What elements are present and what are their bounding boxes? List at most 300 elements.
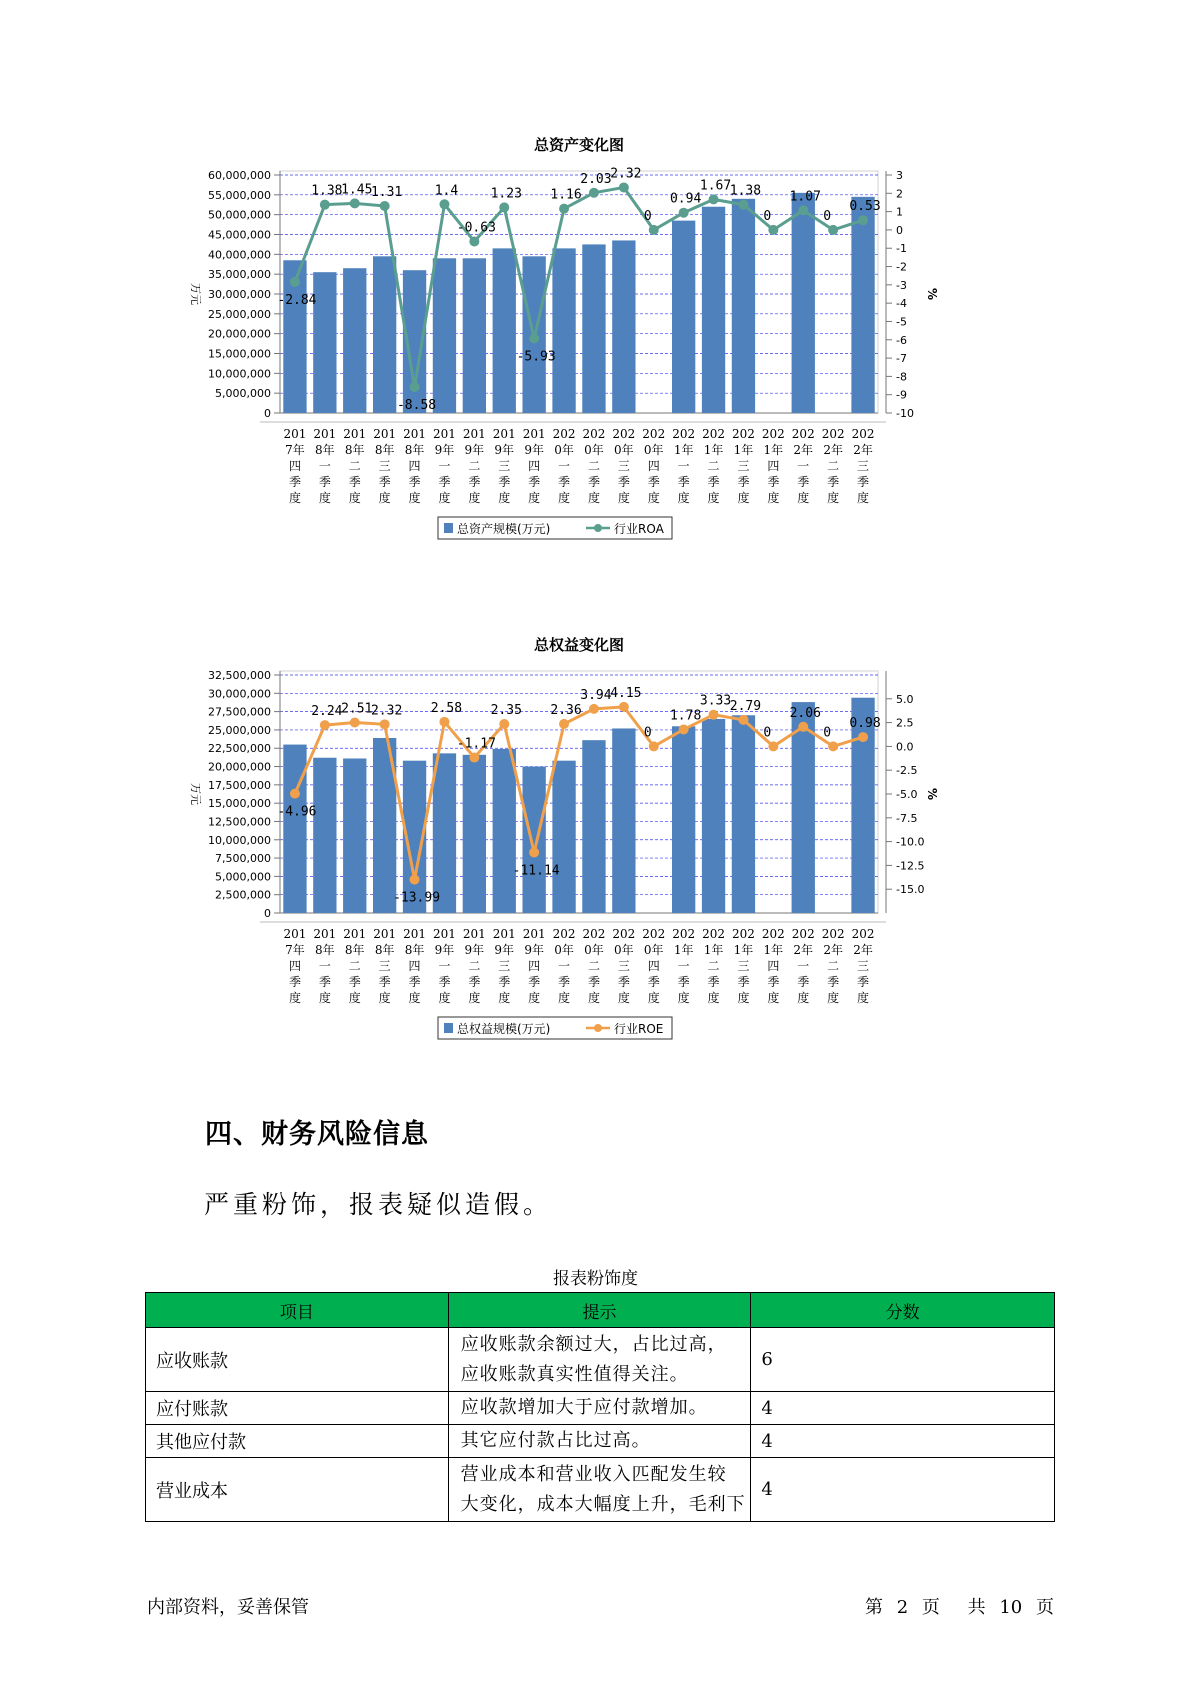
x-tick-label: 季 (498, 475, 511, 489)
table-caption: 报表粉饰度 (553, 1269, 638, 1289)
line-point (499, 719, 509, 729)
y2-tick-label: -7.5 (896, 811, 918, 825)
x-tick-label: 一 (558, 459, 571, 473)
bar (343, 268, 366, 413)
x-tick-label: 度 (438, 991, 451, 1005)
x-tick-label: 度 (438, 491, 451, 505)
chart-title: 总权益变化图 (533, 636, 625, 654)
x-tick-label: 9年 (494, 443, 515, 457)
footer-confidential: 内部资料，妥善保管 (147, 1597, 309, 1618)
y2-tick-label: -1 (896, 242, 907, 256)
data-label: 0 (823, 725, 832, 741)
x-tick-label: 202 (851, 927, 875, 941)
bar (582, 244, 605, 413)
line-point (858, 732, 868, 742)
x-tick-label: 度 (587, 991, 600, 1005)
x-tick-label: 四 (528, 459, 541, 473)
x-tick-label: 二 (468, 459, 481, 473)
total-assets-chart (170, 125, 1050, 565)
y2-tick-label: -12.5 (896, 859, 925, 873)
x-tick-label: 202 (761, 427, 785, 441)
y2-tick-label: -10 (896, 407, 914, 420)
x-tick-label: 一 (797, 459, 810, 473)
header-hint: 提示 (448, 1293, 751, 1328)
x-tick-label: 8年 (374, 443, 395, 457)
line-point (469, 753, 479, 763)
x-tick-label: 1年 (673, 443, 694, 457)
table-header-row (146, 1293, 1055, 1328)
x-tick-label: 202 (821, 927, 845, 941)
data-label: 2.35 (490, 703, 522, 719)
data-label: 2.58 (430, 700, 463, 716)
x-tick-label: 度 (468, 491, 481, 505)
x-tick-label: 201 (462, 427, 486, 441)
y2-tick-label: -15.0 (896, 883, 925, 897)
x-tick-label: 三 (498, 459, 511, 473)
data-label: 1.31 (370, 184, 403, 200)
y-tick-label: 5,000,000 (215, 387, 271, 401)
x-tick-label: 202 (702, 927, 726, 941)
data-label: 2.32 (610, 166, 642, 182)
x-tick-label: 1年 (763, 943, 784, 957)
x-tick-label: 度 (857, 491, 870, 505)
line-point (439, 717, 449, 727)
bar (433, 258, 456, 413)
line-point (649, 225, 659, 235)
line-point (619, 182, 629, 192)
line-point (320, 200, 330, 210)
page-num: 2 (896, 1597, 909, 1618)
x-tick-label: 季 (737, 475, 750, 489)
x-tick-label: 8年 (344, 443, 365, 457)
x-tick-label: 201 (343, 427, 367, 441)
x-tick-label: 度 (408, 491, 421, 505)
x-tick-label: 季 (857, 475, 870, 489)
x-tick-label: 度 (677, 491, 690, 505)
data-label: 1.78 (669, 708, 702, 724)
x-tick-label: 202 (582, 927, 606, 941)
x-tick-label: 8年 (315, 943, 335, 957)
bar (552, 248, 575, 413)
legend-line-label: 行业ROA (614, 522, 664, 536)
x-tick-label: 度 (528, 991, 541, 1005)
x-tick-label: 0年 (554, 943, 574, 957)
x-tick-label: 一 (438, 959, 451, 973)
x-tick-label: 四 (647, 459, 660, 473)
x-tick-label: 二 (348, 959, 361, 973)
x-tick-label: 202 (791, 927, 815, 941)
line-point (350, 198, 360, 208)
x-tick-label: 一 (318, 959, 331, 973)
line-point (679, 208, 689, 218)
data-label: 0.94 (669, 191, 702, 207)
line-point (828, 225, 838, 235)
x-tick-label: 度 (408, 991, 421, 1005)
data-label: 2.51 (341, 701, 373, 717)
x-tick-label: 201 (373, 427, 397, 441)
bar (582, 740, 605, 913)
section-heading: 四、财务风险信息 (205, 1119, 429, 1150)
x-tick-label: 季 (707, 475, 720, 489)
x-tick-label: 度 (707, 991, 720, 1005)
x-tick-label: 201 (403, 427, 427, 441)
x-tick-label: 季 (617, 475, 630, 489)
x-tick-label: 季 (348, 975, 361, 989)
line-point (410, 875, 420, 885)
y-axis-label: 万元 (189, 783, 202, 805)
chart-title: 总资产变化图 (533, 136, 625, 154)
x-tick-label: 0年 (643, 943, 664, 957)
y-tick-label: 0 (264, 407, 271, 420)
y2-tick-label: -2.5 (896, 764, 918, 778)
x-tick-label: 度 (827, 491, 840, 505)
x-tick-label: 三 (737, 459, 750, 473)
x-tick-label: 季 (767, 975, 780, 989)
y2-tick-label: 0 (896, 223, 903, 237)
x-tick-label: 季 (617, 975, 630, 989)
data-label: 2.79 (729, 698, 762, 714)
line-point (290, 277, 300, 287)
line-point (709, 710, 719, 720)
x-tick-label: 季 (677, 975, 690, 989)
data-label: 0 (763, 725, 772, 741)
x-tick-label: 四 (767, 459, 780, 473)
bar (552, 761, 575, 913)
x-tick-label: 202 (582, 427, 606, 441)
x-tick-label: 0年 (584, 943, 604, 957)
x-tick-label: 201 (313, 927, 337, 941)
x-tick-label: 季 (318, 475, 331, 489)
row-hint (448, 1425, 751, 1458)
x-tick-label: 二 (468, 959, 481, 973)
y-tick-label: 27,500,000 (208, 705, 271, 719)
x-tick-label: 度 (707, 491, 720, 505)
x-tick-label: 二 (827, 459, 840, 473)
line-point (320, 720, 330, 730)
x-tick-label: 一 (558, 959, 571, 973)
line-point (589, 188, 599, 198)
data-label: -4.96 (277, 804, 317, 820)
total-unit: 页 (1036, 1597, 1054, 1618)
x-tick-label: 9年 (524, 443, 544, 457)
bar (672, 221, 695, 413)
line-point (738, 200, 748, 210)
legend-line-marker (594, 1024, 602, 1032)
x-tick-label: 四 (647, 959, 660, 973)
row-hint (448, 1392, 751, 1425)
data-label: -5.93 (516, 349, 556, 365)
x-tick-label: 202 (731, 427, 755, 441)
x-tick-label: 季 (528, 975, 541, 989)
row-hint (448, 1458, 751, 1522)
legend-line-marker (594, 524, 602, 532)
line-point (738, 715, 748, 725)
row-hint-text: 营业成本和营业收入匹配发生较 大变化，成本大幅度上升，毛利下 (460, 1463, 746, 1515)
x-tick-label: 202 (552, 427, 576, 441)
x-tick-label: 8年 (374, 943, 395, 957)
data-label: -11.14 (512, 863, 560, 879)
y-tick-label: 0 (264, 907, 271, 920)
risk-summary-text: 严重粉饰，报表疑似造假。 (204, 1190, 553, 1219)
x-tick-label: 季 (288, 975, 301, 989)
x-tick-label: 7年 (285, 943, 305, 957)
x-tick-label: 度 (767, 991, 780, 1005)
row-score: 4 (751, 1425, 1055, 1458)
x-tick-label: 四 (288, 459, 301, 473)
line-point (619, 702, 629, 712)
x-tick-label: 三 (378, 959, 391, 973)
x-tick-label: 9年 (464, 443, 485, 457)
legend-bar-label: 总权益规模(万元) (457, 1022, 551, 1036)
x-tick-label: 201 (283, 927, 307, 941)
legend-bar-swatch (444, 523, 453, 533)
data-label: 2.06 (789, 705, 821, 721)
line-point (469, 236, 479, 246)
line-point (559, 204, 569, 214)
y2-tick-label: -2 (896, 260, 907, 274)
y-tick-label: 17,500,000 (208, 778, 271, 792)
x-tick-label: 四 (528, 959, 541, 973)
line-point (768, 225, 778, 235)
y2-tick-label: -10.0 (896, 835, 925, 849)
y-tick-label: 20,000,000 (208, 760, 271, 774)
x-tick-label: 度 (378, 991, 391, 1005)
y-tick-label: 50,000,000 (208, 208, 271, 222)
line-point (350, 718, 360, 728)
x-tick-label: 一 (318, 459, 331, 473)
x-tick-label: 8年 (404, 943, 425, 957)
x-tick-label: 三 (498, 959, 511, 973)
x-tick-label: 度 (468, 991, 481, 1005)
bar (433, 753, 456, 913)
x-tick-label: 度 (348, 991, 361, 1005)
x-tick-label: 季 (797, 975, 810, 989)
x-tick-label: 度 (348, 491, 361, 505)
table-row (146, 1328, 1055, 1392)
y-tick-label: 5,000,000 (215, 870, 271, 884)
line-point (529, 847, 539, 857)
x-tick-label: 季 (558, 475, 571, 489)
x-tick-label: 度 (318, 991, 331, 1005)
line-point (380, 201, 390, 211)
data-label: 1.67 (699, 178, 732, 194)
data-label: -1.17 (456, 736, 496, 752)
x-tick-label: 一 (677, 959, 690, 973)
data-label: 0.98 (849, 716, 881, 732)
x-tick-label: 202 (642, 427, 666, 441)
x-tick-label: 季 (647, 475, 660, 489)
data-label: 3.94 (580, 687, 612, 703)
plot-frame (280, 171, 881, 413)
x-tick-label: 202 (702, 427, 726, 441)
x-tick-label: 度 (647, 491, 660, 505)
x-tick-label: 季 (707, 975, 720, 989)
data-label: 2.03 (580, 171, 612, 187)
x-tick-label: 季 (587, 975, 600, 989)
x-tick-label: 季 (288, 475, 301, 489)
x-tick-label: 度 (288, 991, 301, 1005)
x-tick-label: 季 (737, 975, 750, 989)
x-tick-label: 二 (348, 459, 361, 473)
x-tick-label: 0年 (614, 943, 634, 957)
x-tick-label: 度 (318, 491, 331, 505)
data-label: 2.24 (311, 704, 343, 720)
y2-tick-label: 5.0 (896, 692, 914, 706)
total-equity-chart-svg (170, 625, 1050, 1065)
data-label: 0 (643, 208, 652, 224)
x-tick-label: 一 (677, 459, 690, 473)
y-tick-label: 32,500,000 (208, 669, 271, 682)
data-label: -13.99 (393, 890, 441, 906)
x-tick-label: 四 (408, 459, 421, 473)
bar (732, 199, 755, 413)
x-tick-label: 季 (438, 475, 451, 489)
x-tick-label: 201 (373, 927, 397, 941)
line-point (709, 194, 719, 204)
x-tick-label: 季 (348, 475, 361, 489)
x-tick-label: 季 (438, 975, 451, 989)
x-tick-label: 二 (827, 959, 840, 973)
y-tick-label: 10,000,000 (208, 833, 271, 847)
x-tick-label: 1年 (733, 443, 754, 457)
x-tick-label: 季 (677, 475, 690, 489)
line-point (649, 741, 659, 751)
bar (612, 728, 635, 913)
x-tick-label: 度 (288, 491, 301, 505)
y-tick-label: 15,000,000 (208, 797, 271, 811)
legend-line-label: 行业ROE (614, 1022, 664, 1036)
y2-tick-label: 3 (896, 169, 903, 182)
data-label: -0.63 (456, 220, 496, 236)
footer-page-number (865, 1593, 1054, 1619)
x-tick-label: 季 (827, 475, 840, 489)
x-tick-label: 季 (797, 475, 810, 489)
x-tick-label: 四 (288, 959, 301, 973)
total-prefix: 共 (967, 1597, 986, 1618)
row-item: 其他应付款 (146, 1425, 449, 1458)
line-point (290, 789, 300, 799)
x-tick-label: 1年 (703, 443, 724, 457)
y-tick-label: 30,000,000 (208, 687, 271, 701)
y-tick-label: 60,000,000 (208, 169, 271, 182)
data-label: 0.53 (849, 199, 881, 215)
x-tick-label: 三 (617, 959, 630, 973)
x-tick-label: 二 (707, 459, 720, 473)
y-tick-label: 40,000,000 (208, 248, 271, 262)
x-tick-label: 季 (558, 975, 571, 989)
x-tick-label: 7年 (285, 443, 305, 457)
x-tick-label: 202 (851, 427, 875, 441)
x-tick-label: 201 (432, 427, 456, 441)
y2-tick-label: -6 (896, 333, 907, 347)
data-label: 0 (763, 208, 772, 224)
bar (702, 719, 725, 913)
x-tick-label: 季 (498, 975, 511, 989)
y-tick-label: 10,000,000 (208, 367, 271, 381)
x-tick-label: 2年 (853, 943, 873, 957)
bar (493, 248, 516, 413)
data-label: 1.38 (729, 183, 762, 199)
y2-tick-label: -7 (896, 352, 907, 366)
row-item: 应付账款 (146, 1392, 449, 1425)
y-tick-label: 22,500,000 (208, 742, 271, 756)
x-tick-label: 度 (677, 991, 690, 1005)
y2-tick-label: 2.5 (896, 716, 914, 730)
x-tick-label: 201 (522, 927, 546, 941)
data-label: 1.45 (341, 182, 373, 198)
x-tick-label: 2年 (793, 943, 814, 957)
x-tick-label: 202 (761, 927, 785, 941)
legend-bar-label: 总资产规模(万元) (457, 522, 551, 536)
x-tick-label: 度 (647, 991, 660, 1005)
x-tick-label: 1年 (703, 943, 724, 957)
data-label: 3.33 (699, 693, 732, 709)
data-label: 2.32 (370, 703, 403, 719)
x-tick-label: 201 (313, 427, 337, 441)
row-score: 4 (751, 1392, 1055, 1425)
x-tick-label: 季 (827, 975, 840, 989)
x-tick-label: 季 (408, 475, 421, 489)
x-tick-label: 0年 (643, 443, 664, 457)
row-hint-text: 应收账款余额过大，占比过高， 应收账款真实性值得关注。 (460, 1333, 727, 1385)
y-tick-label: 25,000,000 (208, 723, 271, 737)
x-tick-label: 一 (438, 459, 451, 473)
line-point (439, 199, 449, 209)
bar (313, 272, 336, 413)
x-tick-label: 季 (767, 475, 780, 489)
x-tick-label: 8年 (315, 443, 335, 457)
line-point (798, 722, 808, 732)
x-tick-label: 度 (797, 491, 810, 505)
y-tick-label: 20,000,000 (208, 327, 271, 341)
x-tick-label: 度 (498, 491, 511, 505)
bar (313, 758, 336, 913)
table-row (146, 1425, 1055, 1458)
row-item: 应收账款 (146, 1328, 449, 1392)
x-tick-label: 三 (857, 959, 870, 973)
total-num: 10 (999, 1597, 1023, 1618)
data-label: -2.84 (277, 292, 317, 308)
row-hint-text: 应收款增加大于应付款增加。 (460, 1397, 708, 1418)
y2-tick-label: -3 (896, 278, 907, 292)
y-tick-label: 55,000,000 (208, 188, 271, 202)
x-tick-label: 三 (737, 959, 750, 973)
x-tick-label: 2年 (793, 443, 814, 457)
y-axis-label: 万元 (189, 283, 202, 305)
row-hint (448, 1328, 751, 1392)
y2-tick-label: 0.0 (896, 740, 914, 754)
line-point (559, 719, 569, 729)
x-tick-label: 三 (617, 459, 630, 473)
y2-tick-label: -8 (896, 370, 907, 384)
y2-axis-label: % (925, 787, 939, 801)
line-point (828, 741, 838, 751)
x-tick-label: 度 (498, 991, 511, 1005)
y-tick-label: 15,000,000 (208, 347, 271, 361)
y-tick-label: 7,500,000 (215, 852, 271, 866)
data-label: -8.58 (396, 398, 437, 414)
x-tick-label: 2年 (823, 443, 843, 457)
x-tick-label: 1年 (673, 943, 694, 957)
x-tick-label: 2年 (823, 943, 843, 957)
x-tick-label: 9年 (434, 443, 455, 457)
x-tick-label: 8年 (344, 943, 365, 957)
y-tick-label: 12,500,000 (208, 815, 271, 829)
risk-table (145, 1292, 1055, 1522)
line-point (858, 215, 868, 225)
x-tick-label: 季 (408, 975, 421, 989)
x-tick-label: 度 (767, 491, 780, 505)
